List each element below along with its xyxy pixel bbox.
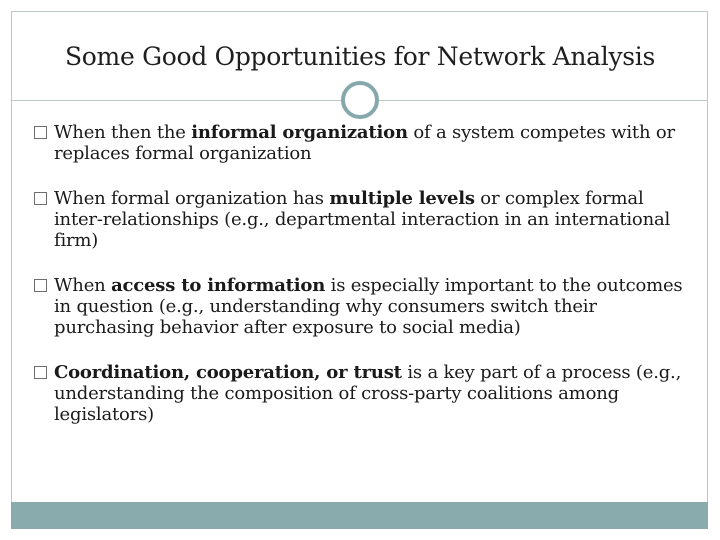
bullet-text-post: is a key part of a process (e.g., understanding the composition of cross-party coalitions among legislators): [54, 362, 682, 425]
bullet-text-emphasis: informal organization: [191, 122, 408, 143]
slide-title: Some Good Opportunities for Network Analysis: [64, 42, 656, 71]
bullet-text-emphasis: multiple levels: [329, 188, 475, 209]
bullet-text-post: is especially important to the outcomes in question (e.g., understanding why consumers switch their purchasing behavior after exposure to social media): [54, 275, 683, 338]
checkbox-square-icon: [34, 366, 47, 379]
bullet-list: [34, 122, 694, 449]
checkbox-square-icon: [34, 279, 47, 292]
bullet-item: [34, 275, 694, 338]
bullet-item: [34, 362, 694, 425]
bullet-text-emphasis: Coordination, cooperation, or trust: [54, 362, 402, 383]
bullet-text-pre: When then the: [54, 122, 192, 143]
checkbox-square-icon: [34, 192, 47, 205]
bullet-text-post: or complex formal inter-relationships (e.g., departmental interaction in an international firm): [54, 188, 671, 251]
bullet-text-pre: When formal organization has: [54, 188, 330, 209]
bullet-text-emphasis: access to information: [111, 275, 326, 296]
bullet-text-pre: When: [54, 275, 112, 296]
circle-ornament-icon: [341, 81, 379, 119]
bullet-item: [34, 188, 694, 251]
bullet-item: [34, 122, 694, 164]
checkbox-square-icon: [34, 126, 47, 139]
footer-accent-bar: [11, 502, 708, 529]
bullet-text-post: of a system competes with or replaces formal organization: [54, 122, 675, 164]
